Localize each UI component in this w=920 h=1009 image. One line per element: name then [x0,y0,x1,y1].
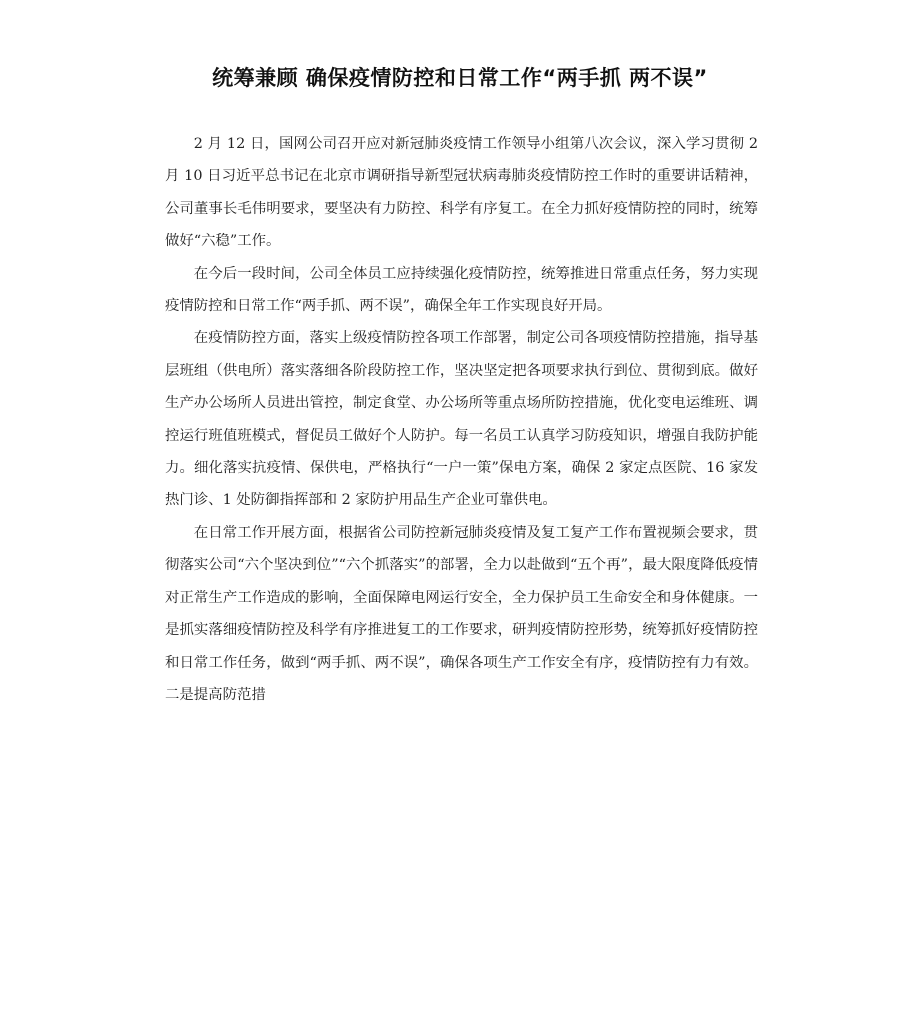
paragraph-2: 在今后一段时间，公司全体员工应持续强化疫情防控，统筹推进日常重点任务，努力实现疫情防控和日常工作“两手抓、两不误”，确保全年工作实现良好开局。 [165,265,758,315]
document-title: 统筹兼顾 确保疫情防控和日常工作“两手抓 两不误” [212,66,708,90]
paragraph-3: 在疫情防控方面，落实上级疫情防控各项工作部署，制定公司各项疫情防控措施，指导基层班组（供电所）落实落细各阶段防控工作，坚决坚定把各项要求执行到位、贯彻到底。做好生产办公场所人员进出管控，制定食堂、办公场所等重点场所防控措施，优化变电运维班、调控运行班值班模式，督促员工做好个人防护。每一名员工认真学习防疫知识，增强自我防护能力。细化落实抗疫情、保供电，严格执行“一户一策”保电方案，确保 2 家定点医院、16 家发热门诊、1 处防御指挥部和 2 家防护用品生产企业可靠供电。 [165,330,758,509]
document-body [165,128,758,711]
paragraph-4: 在日常工作开展方面，根据省公司防控新冠肺炎疫情及复工复产工作布置视频会要求，贯彻落实公司“六个坚决到位”“六个抓落实”的部署，全力以赴做到“五个再”，最大限度降低疫情对正常生产工作造成的影响，全面保障电网运行安全，全力保护员工生命安全和身体健康。一是抓实落细疫情防控及科学有序推进复工的工作要求，研判疫情防控形势，统筹抓好疫情防控和日常工作任务，做到“两手抓、两不误”，确保各项生产工作安全有序，疫情防控有力有效。二是提高防范措 [165,524,758,703]
paragraph-1: 2 月 12 日，国网公司召开应对新冠肺炎疫情工作领导小组第八次会议，深入学习贯彻 2 月 10 日习近平总书记在北京市调研指导新型冠状病毒肺炎疫情防控工作时的重要讲话精神，公司董事长毛伟明要求，要坚决有力防控、科学有序复工。在全力抓好疫情防控的同时，统筹做好“六稳”工作。 [165,136,758,250]
